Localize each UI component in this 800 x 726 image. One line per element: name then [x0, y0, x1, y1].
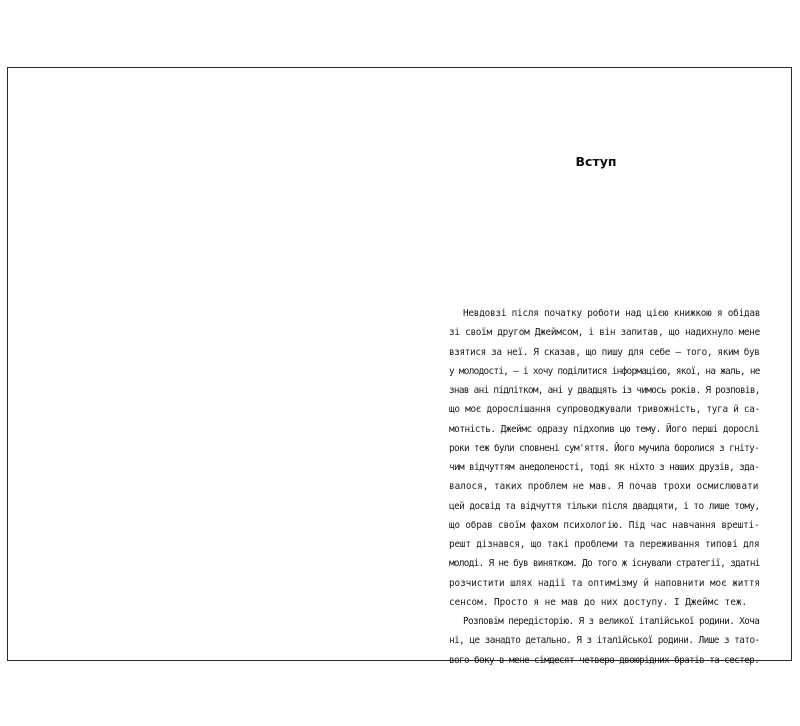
chapter-title: Вступ: [575, 154, 617, 169]
book-spread: [7, 67, 792, 666]
right-page: [400, 68, 792, 666]
text-line: ні, це занадто детально. Я з італійської родини. Лише з тато-: [449, 635, 760, 647]
text-line: валося, таких проблем не мав. Я почав трохи осмислювати: [449, 481, 759, 493]
text-line: молоді. Я не був винятком. До того ж існували стратегії, здатні: [449, 558, 760, 570]
text-line: вого боку в мене сімдесят четверо двоюрідних братів та сестер.: [449, 654, 760, 666]
text-line: мотність. Джеймс одразу підхопив цю тему. Його перші дорослі: [449, 423, 760, 435]
text-line: розчистити шлях надії та оптимізму й наповнити моє життя: [449, 577, 760, 589]
text-line: роки теж були сповнені сум'яття. Його мучила боролися з гніту-: [449, 442, 760, 454]
text-line: Розповім передісторію. Я з великої італійської родини. Хоча: [463, 616, 760, 627]
text-line: зі своїм другом Джеймсом, і він запитав, що надихнуло мене: [449, 327, 761, 339]
text-line: знав ані підлітком, ані у двадцять із чимось років. Я розповів,: [449, 385, 760, 396]
text-line: сенсом. Просто я не мав до них доступу. І Джеймс теж.: [449, 596, 748, 608]
text-line: чим відчуттям анедоленості, тоді як ніхто з наших друзів, зда-: [449, 462, 760, 473]
text-line: що обрав своїм фахом психологію. Під час навчання врешті-: [449, 519, 760, 531]
text-line: у молодості, — і хочу поділитися інформацією, якої, на жаль, не: [449, 365, 760, 377]
text-line: цей досвід та відчуття тільки після двадцяти, і то лише тому,: [449, 500, 760, 512]
text-line: взятися за неї. Я сказав, що пишу для себе — того, яким був: [449, 346, 760, 358]
body-text: [449, 304, 760, 670]
text-line: решт дізнався, що такі проблеми та переживання типові для: [449, 539, 760, 550]
text-line: що моє дорослішання супроводжували тривожність, туга й са-: [449, 404, 761, 416]
text-line: Невдовзі після початку роботи над цією книжкою я обідав: [463, 308, 761, 319]
left-page: [8, 68, 400, 660]
